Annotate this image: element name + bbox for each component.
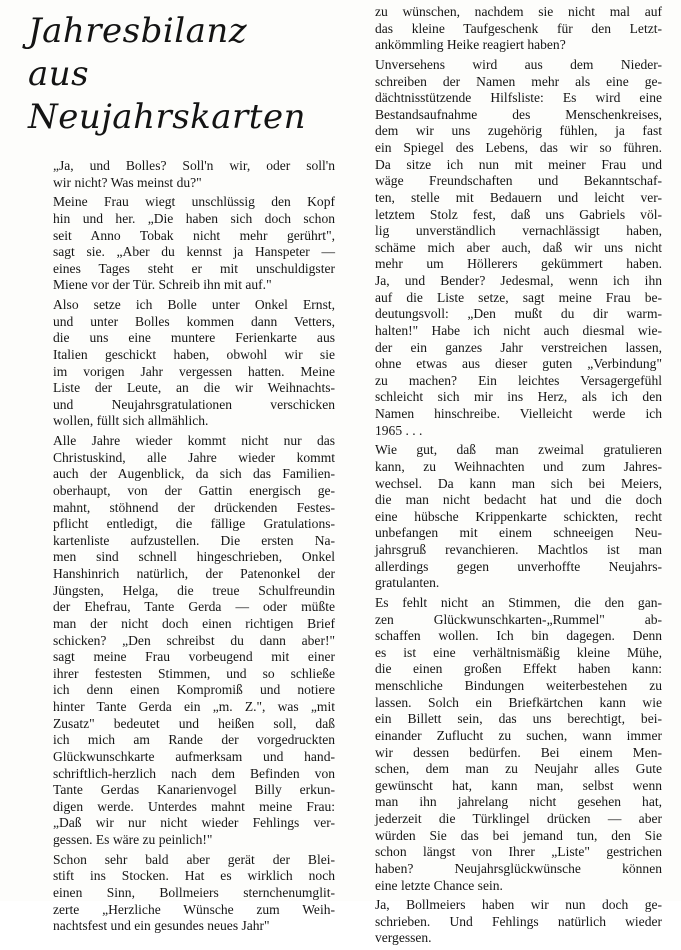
- text-line: menschliche Bindungen weiterbestehen zu: [375, 678, 662, 693]
- text-line: im vorigen Jahr vergessen hatten. Meine: [53, 363, 335, 379]
- text-line: schaffen wollen. Ich bin dagegen. Denn: [375, 628, 662, 644]
- paragraph: [35, 433, 335, 849]
- text-line: Schon sehr bald aber gerät der Blei-: [53, 851, 335, 867]
- text-line: kann, zu Weihnachten und zum Jahres-: [375, 458, 662, 474]
- text-line: man der nicht doch einen richtigen Brief: [53, 615, 335, 631]
- text-line: der Ehefrau, Tante Gerda — oder müßte: [53, 599, 335, 615]
- text-line: schreiben der Namen mehr als eine ge-: [375, 73, 662, 89]
- text-line: Namen hinschreibe. Vielleicht werde ich: [375, 406, 662, 421]
- paragraph: [35, 852, 335, 935]
- text-line: digen werde. Unterdes mahnt meine Frau:: [53, 798, 335, 814]
- text-line: zen Glückwunschkarten-„Rummel" ab-: [375, 611, 662, 627]
- title-line-1: Jahresbilanz: [28, 11, 248, 51]
- text-line: eine hübsche Krippenkarte schickten, recht: [375, 508, 662, 524]
- text-line: es ist eine verhältnismäßig kleine Mühe,: [375, 644, 662, 660]
- paragraph: [35, 158, 335, 191]
- text-line: sagt sie. „Aber du kennst ja Hanspeter —: [53, 244, 335, 260]
- text-line: wollen, füllt sich allmählich.: [53, 413, 209, 429]
- text-line: allerdings gegen unverhoffte Neujahrs-: [375, 558, 662, 574]
- text-line: ten, stelle mit Bedauern und leicht ver-: [375, 189, 662, 205]
- paragraph: [357, 897, 662, 947]
- text-line: und unter Bolles kommen dann Vetters,: [53, 313, 335, 329]
- right-text-column: [357, 4, 662, 950]
- text-line: hinter Tante Gerda ein „m. Z.", was „mit: [53, 699, 335, 714]
- text-line: vergessen.: [375, 930, 432, 946]
- paragraph: [357, 57, 662, 439]
- text-line: schen, dem man zu Neujahr alles Gute: [375, 761, 662, 777]
- text-line: schon längst von Ihrer „Liste" gestrichen: [375, 844, 662, 860]
- text-line: wir nicht? Was meinst du?": [53, 174, 202, 190]
- text-line: ein Spiegel des Lebens, das wir so führen.: [375, 140, 662, 155]
- text-line: Ja, und Bender? Jedesmal, wenn ich ihn: [375, 273, 662, 288]
- text-line: gratulanten.: [375, 575, 440, 591]
- text-line: der ein ganzes Jahr verstreichen lassen,: [375, 339, 662, 355]
- text-line: unbefangen mit einem schneeigen Neu-: [375, 525, 662, 541]
- text-line: sagt meine Frau vorbeugend mit einer: [53, 649, 335, 665]
- text-line: die man nicht bedacht hat und die doch: [375, 492, 662, 508]
- text-line: jahrsgruß revanchieren. Machtlos ist man: [375, 542, 662, 557]
- text-line: Bestandsaufnahme des Menschenkreises,: [375, 106, 662, 122]
- text-line: Meine Frau wiegt unschlüssig den Kopf: [53, 194, 335, 210]
- text-line: pflicht entledigt, die fällige Gratulations-: [53, 516, 335, 532]
- text-line: Ja, Bollmeiers haben wir nun doch ge-: [375, 897, 662, 913]
- text-line: haben? Neujahrsglückwünsche können: [375, 860, 662, 876]
- text-line: eine letzte Chance sein.: [375, 877, 503, 893]
- text-line: auf die Liste setze, sagt meine Frau be-: [375, 289, 662, 305]
- text-line: eines Tages steht er mit unschuldigster: [53, 260, 335, 276]
- text-line: oberhaupt, von der Gattin energisch ge-: [53, 482, 335, 498]
- text-line: Christuskind, alle Jahre wieder kommt: [53, 449, 335, 465]
- text-line: Es fehlt nicht an Stimmen, die den gan-: [375, 594, 662, 610]
- text-line: 1965 . . .: [375, 422, 423, 438]
- paragraph: [35, 297, 335, 430]
- text-line: nachtsfest und ein gesundes neues Jahr": [53, 918, 270, 934]
- text-line: seit Anno Tobak nicht mehr gerührt",: [53, 227, 335, 243]
- text-line: Hanshinrich natürlich, der Patenonkel der: [53, 566, 335, 581]
- text-line: „Daß wir nur nicht wieder Fehlings ver-: [53, 815, 335, 831]
- text-line: Tante Gerdas Kanarienvogel Billy erkun-: [53, 782, 335, 798]
- text-line: Italien geschickt haben, obwohl wir sie: [53, 346, 335, 362]
- text-line: schrieben. Und Fehlings natürlich wieder: [375, 913, 662, 929]
- text-line: deutungsvoll: „Den mußt du dir warm-: [375, 306, 662, 322]
- text-line: wir dessen bedürfen. Bei einem Men-: [375, 744, 662, 760]
- text-line: ihrer festesten Stimmen, und so schließe: [53, 665, 335, 681]
- paragraph: [357, 595, 662, 894]
- text-line: „Ja, und Bolles? Soll'n wir, oder soll'n: [53, 158, 335, 173]
- text-line: zerte „Herzliche Wünsche zum Weih-: [53, 901, 335, 917]
- article-title: [28, 10, 348, 139]
- text-line: stift ins Stocken. Hat es wirklich noch: [53, 868, 335, 884]
- text-line: auch der Augenblick, da sich das Familien-: [53, 466, 335, 482]
- text-line: zu machen? Ein leichtes Versagergefühl: [375, 372, 662, 388]
- text-line: jederzeit die Türklingel drücken — aber: [375, 811, 662, 826]
- text-line: letztem Stolz fest, daß uns Gabriels völ-: [375, 206, 662, 222]
- text-line: die einen großen Effekt haben kann:: [375, 661, 662, 677]
- text-line: man ihn jahrelang nicht gesehen hat,: [375, 794, 662, 810]
- text-line: einander Zuflucht zu suchen, wann immer: [375, 727, 662, 743]
- text-line: schicken? „Den schreibst du dann aber!": [53, 632, 335, 648]
- text-line: mehr um Höllerers gekümmert haben.: [375, 256, 662, 272]
- text-line: ohne etwas aus dieser guten „Verbindung": [375, 356, 662, 372]
- text-line: ich mich am Rande der vorgedruckten: [53, 732, 335, 748]
- text-line: halten!" Habe ich nicht auch diesmal wie-: [375, 322, 662, 338]
- text-line: ein Billett sein, das uns berechtigt, bei-: [375, 711, 662, 727]
- text-line: würden Sie das bei jemand tun, den Sie: [375, 827, 662, 843]
- text-line: einen Sinn, Bollmeiers sternchenumglit-: [53, 884, 335, 900]
- paragraph: [357, 4, 662, 54]
- text-line: gewünscht hat, kann man, selbst wenn: [375, 777, 662, 793]
- text-line: schäme mich aber auch, daß wir uns nicht: [375, 239, 662, 255]
- text-line: men sind schnell hingeschrieben, Onkel: [53, 549, 335, 565]
- text-line: wäge Freundschaften und Bekanntschaf-: [375, 173, 662, 189]
- text-line: hin und her. „Die haben sich doch schon: [53, 210, 335, 226]
- text-line: wechsel. Da kann man sich bei Meiers,: [375, 475, 662, 491]
- text-line: Liste der Leute, an die wir Weihnachts-: [53, 380, 335, 396]
- text-line: mahnt, stöhnend der drückenden Festes-: [53, 499, 335, 515]
- text-line: Zusatz" bedeutet und heißen soll, daß: [53, 715, 335, 731]
- title-line-2: aus Neujahrskarten: [28, 54, 306, 137]
- text-line: Glückwunschkarte aufmerksam und hand-: [53, 748, 335, 764]
- text-line: dem wir uns zugehörig fühlen, ja fast: [375, 123, 662, 139]
- text-line: zu wünschen, nachdem sie nicht mal auf: [375, 4, 662, 19]
- text-line: Miene vor der Tür. Schreib ihn mit auf.": [53, 277, 272, 293]
- text-line: gessen. Es wäre zu peinlich!": [53, 832, 213, 847]
- paragraph: [35, 194, 335, 294]
- text-line: dächtnisstützende Hilfsliste: Es wird eine: [375, 90, 662, 106]
- text-line: Alle Jahre wieder kommt nicht nur das: [53, 433, 335, 448]
- text-line: lassen. Solch ein Briefkärtchen kann wie: [375, 694, 662, 710]
- text-line: Wie gut, daß man zweimal gratulieren: [375, 442, 662, 458]
- text-line: ankömmling Heike reagiert haben?: [375, 37, 566, 53]
- text-line: lig unverständlich vernachlässigt haben,: [375, 223, 662, 239]
- text-line: Da sitze ich nun mit meiner Frau und: [375, 156, 662, 172]
- paragraph: [357, 442, 662, 592]
- text-line: Also setze ich Bolle unter Onkel Ernst,: [53, 297, 335, 312]
- text-line: und Neujahrsgratulationen verschicken: [53, 396, 335, 412]
- text-line: schleicht sich mir ins Herz, als ich den: [375, 389, 662, 405]
- left-text-column: [35, 158, 335, 938]
- text-line: das kleine Taufgeschenk für den Letzt-: [375, 20, 662, 36]
- text-line: ich denn einen Kompromiß und notiere: [53, 682, 335, 698]
- text-line: kartenliste aufzustellen. Die ersten Na-: [53, 532, 335, 548]
- text-line: Jüngsten, Helga, die treue Schulfreundin: [53, 582, 335, 598]
- text-line: schriftlich-herzlich nach dem Befinden von: [53, 765, 335, 781]
- text-line: die uns eine muntere Ferienkarte aus: [53, 330, 335, 346]
- text-line: Unversehens wird aus dem Nieder-: [375, 56, 662, 72]
